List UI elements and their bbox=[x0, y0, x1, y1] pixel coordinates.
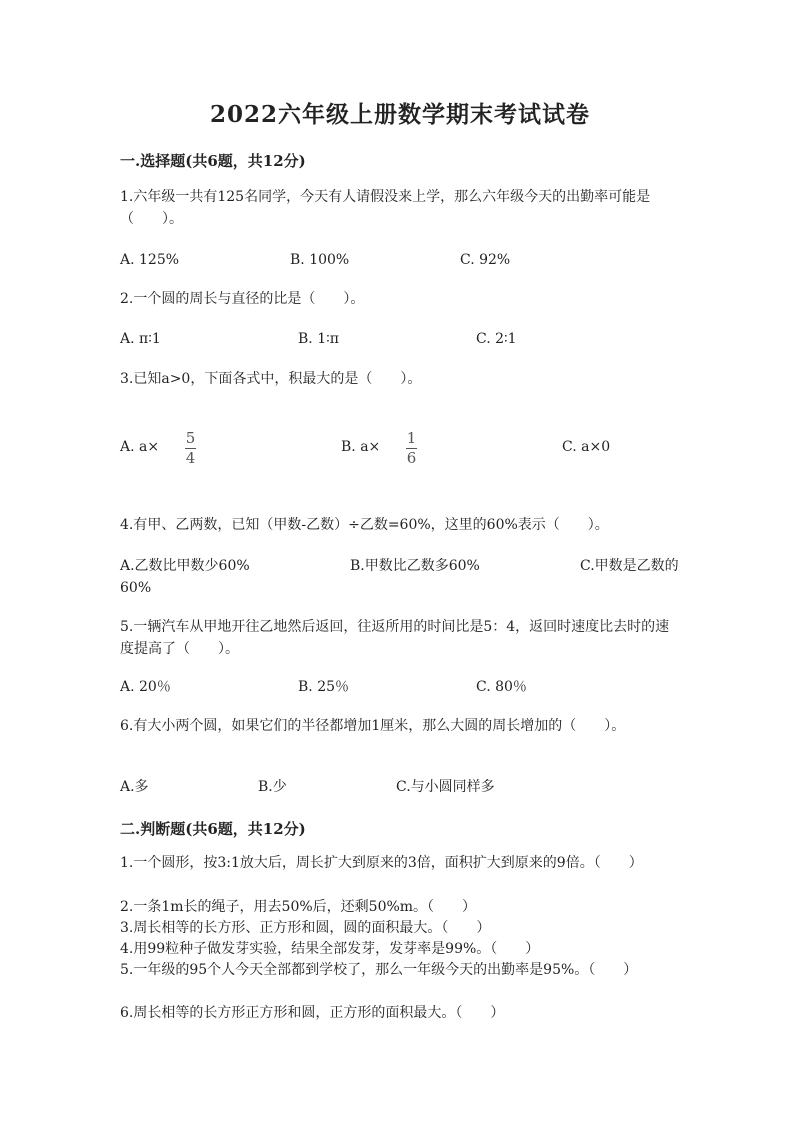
q1-option-c: C. 92% bbox=[460, 252, 511, 268]
fraction-numerator: 1 bbox=[406, 429, 417, 447]
q6-option-b: B.少 bbox=[258, 779, 287, 795]
judgement-item-6: 6.周长相等的长方形正方形和圆，正方形的面积最大。（ ） bbox=[120, 1005, 505, 1021]
judgement-item-2: 2.一条1m长的绳子，用去50%后，还剩50%m。（ ） bbox=[120, 899, 477, 915]
question-3: 3.已知a>0，下面各式中，积最大的是（ ）。 bbox=[120, 371, 422, 387]
q6-option-c: C.与小圆同样多 bbox=[396, 779, 495, 795]
q5-option-b: B. 25％ bbox=[298, 679, 350, 695]
section-heading-judgement: 二.判断题(共6题，共12分) bbox=[120, 820, 306, 838]
q2-option-a: A. π∶1 bbox=[120, 331, 161, 347]
question-4: 4.有甲、乙两数，已知（甲数-乙数）÷乙数=60%，这里的60%表示（ ）。 bbox=[120, 517, 609, 533]
judgement-item-3: 3.周长相等的长方形、正方形和圆，圆的面积最大。（ ） bbox=[120, 920, 491, 936]
q3-fraction-a bbox=[185, 430, 196, 467]
fraction-numerator: 5 bbox=[185, 429, 196, 447]
q1-option-a: A. 125% bbox=[120, 252, 180, 268]
q4-option-b: B.甲数比乙数多60% bbox=[350, 558, 480, 574]
q3-option-c: C. a×0 bbox=[562, 439, 611, 455]
judgement-item-1: 1.一个圆形，按3:1放大后，周长扩大到原来的3倍，面积扩大到原来的9倍。（ ） bbox=[120, 855, 643, 871]
q6-option-a: A.多 bbox=[120, 779, 149, 795]
q3-option-b: B. a× bbox=[341, 439, 381, 455]
judgement-item-4: 4.用99粒种子做发芽实验，结果全部发芽，发芽率是99%。（ ） bbox=[120, 941, 540, 957]
fraction-denominator: 6 bbox=[406, 449, 417, 467]
fraction-denominator: 4 bbox=[185, 449, 196, 467]
q5-option-c: C. 80％ bbox=[476, 679, 527, 695]
q1-option-b: B. 100% bbox=[290, 252, 350, 268]
section-heading-choice: 一.选择题(共6题，共12分) bbox=[120, 152, 306, 170]
q4-option-c: C.甲数是乙数的60% bbox=[120, 558, 679, 596]
question-2: 2.一个圆的周长与直径的比是（ ）。 bbox=[120, 291, 365, 307]
judgement-item-5: 5.一年级的95个人今天全部都到学校了，那么一年级今天的出勤率是95%。（ ） bbox=[120, 962, 638, 978]
q4-option-a: A.乙数比甲数少60% bbox=[120, 558, 250, 574]
q5-option-a: A. 20％ bbox=[120, 679, 171, 695]
q3-fraction-b bbox=[406, 430, 417, 467]
q3-option-a: A. a× bbox=[120, 439, 160, 455]
question-5: 5.一辆汽车从甲地开往乙地然后返回，往返所用的时间比是5：4，返回时速度比去时的速度提高了（ ）。 bbox=[120, 619, 670, 657]
page-title: 2022六年级上册数学期末考试试卷 bbox=[209, 101, 590, 128]
q2-option-b: B. 1∶π bbox=[298, 331, 339, 347]
q2-option-c: C. 2∶1 bbox=[476, 331, 517, 347]
question-1: 1.六年级一共有125名同学，今天有人请假没来上学，那么六年级今天的出勤率可能是（ ）。 bbox=[120, 189, 651, 227]
question-6: 6.有大小两个圆，如果它们的半径都增加1厘米，那么大圆的周长增加的（ ）。 bbox=[120, 718, 626, 734]
